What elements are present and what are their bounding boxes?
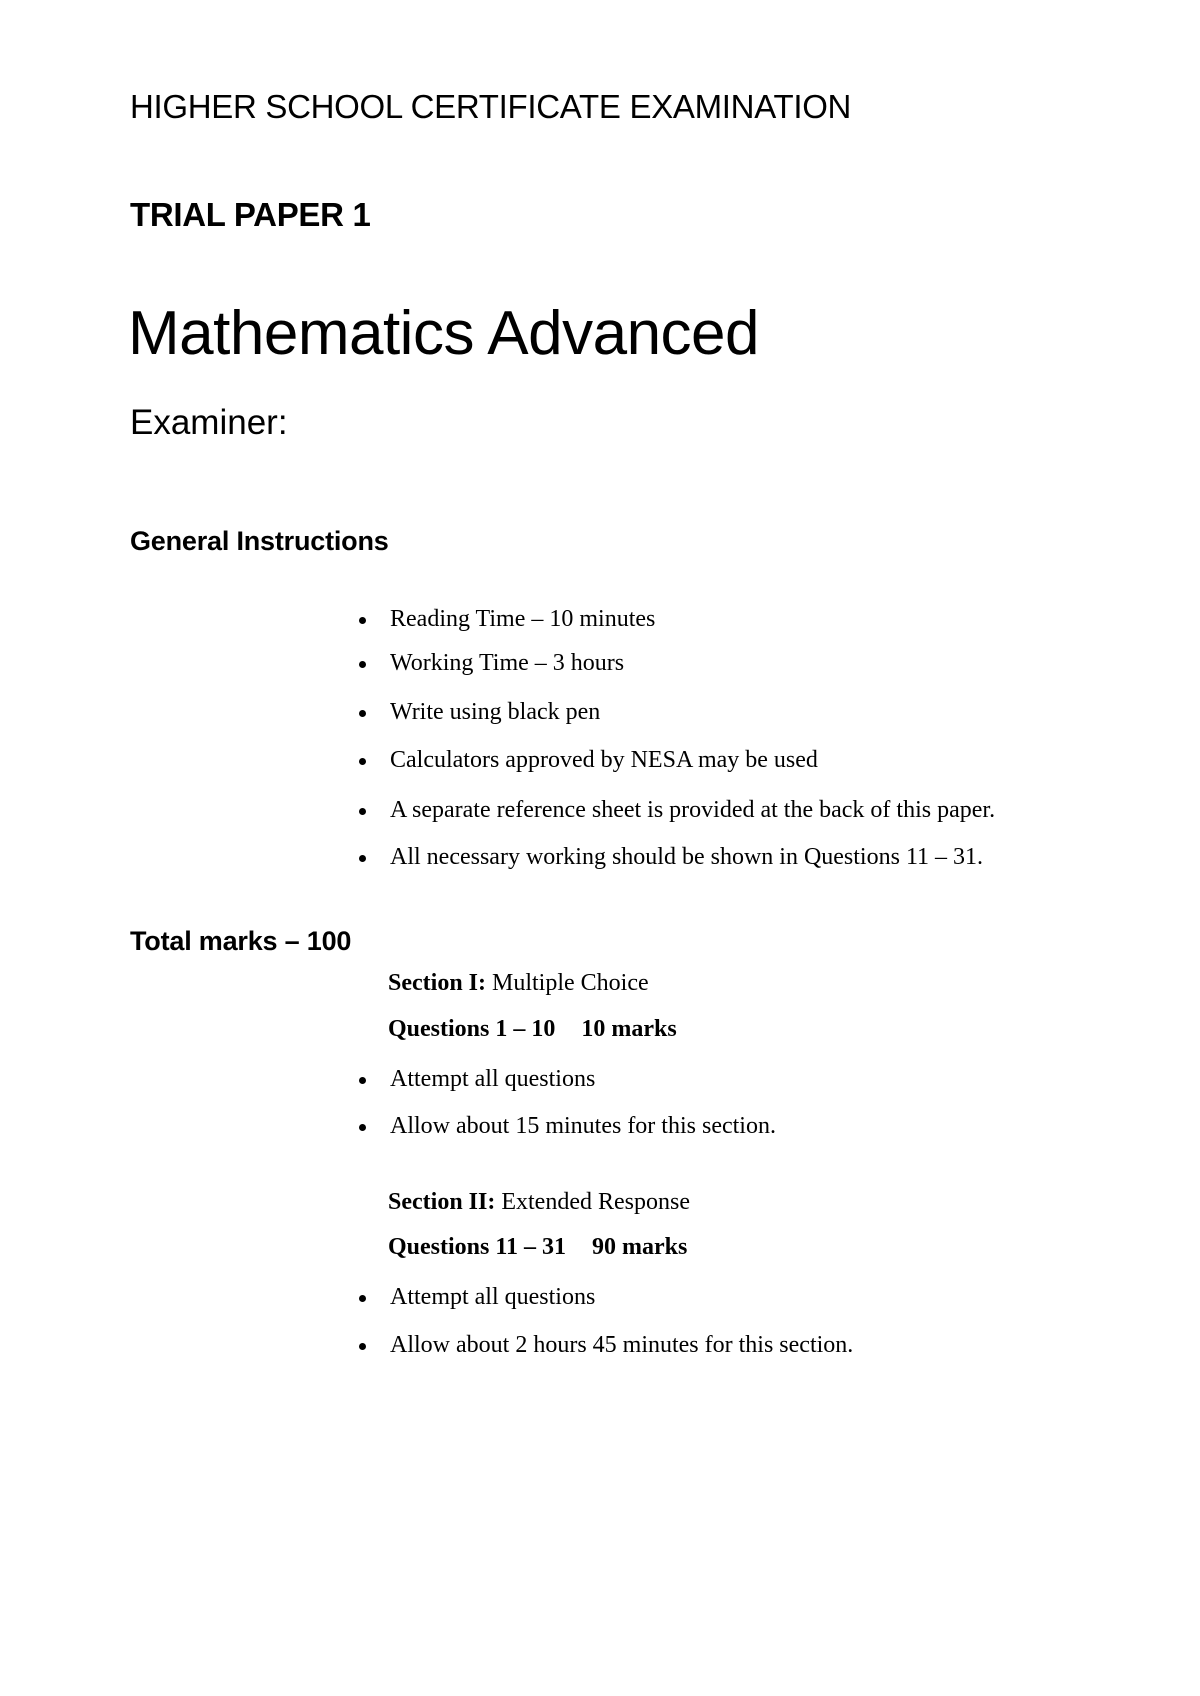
subject-title: Mathematics Advanced	[128, 299, 760, 368]
list-item: Calculators approved by NESA may be used	[390, 747, 818, 774]
list-item: Allow about 15 minutes for this section.	[390, 1113, 776, 1140]
bullet-icon	[359, 808, 366, 815]
general-instructions-heading: General Instructions	[130, 526, 389, 556]
bullet-icon	[359, 758, 366, 765]
exam-header: HIGHER SCHOOL CERTIFICATE EXAMINATION	[130, 88, 852, 125]
bullet-icon	[359, 855, 366, 862]
list-item: A separate reference sheet is provided at the back of this paper.	[390, 797, 995, 824]
list-item: Working Time – 3 hours	[390, 650, 624, 677]
list-item: Write using black pen	[390, 699, 600, 726]
section-1-title: Section I: Multiple Choice	[388, 970, 649, 996]
paper-title: TRIAL PAPER 1	[130, 196, 371, 233]
section-2-questions: Questions 11 – 31 90 marks	[388, 1234, 688, 1260]
examiner-label: Examiner:	[130, 403, 288, 442]
bullet-icon	[359, 1343, 366, 1350]
bullet-icon	[359, 661, 366, 668]
bullet-icon	[359, 617, 366, 624]
list-item: Reading Time – 10 minutes	[390, 606, 655, 633]
bullet-icon	[359, 1077, 366, 1084]
list-item: All necessary working should be shown in Questions 11 – 31.	[390, 844, 983, 871]
list-item: Attempt all questions	[390, 1284, 595, 1311]
bullet-icon	[359, 1295, 366, 1302]
bullet-icon	[359, 1124, 366, 1131]
section-2-title: Section II: Extended Response	[388, 1189, 690, 1215]
total-marks-heading: Total marks – 100	[130, 926, 352, 956]
list-item: Attempt all questions	[390, 1066, 595, 1093]
section-1-questions: Questions 1 – 10 10 marks	[388, 1016, 677, 1042]
bullet-icon	[359, 710, 366, 717]
list-item: Allow about 2 hours 45 minutes for this section.	[390, 1332, 853, 1359]
